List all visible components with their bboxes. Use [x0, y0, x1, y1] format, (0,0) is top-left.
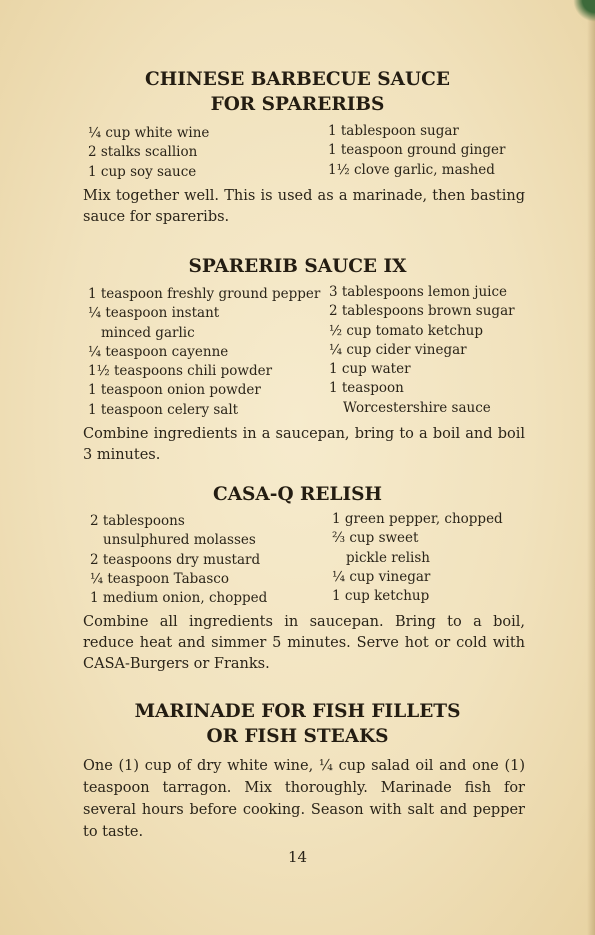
ingredient-line: ¼ teaspoon cayenne [88, 343, 229, 360]
ingredient-line: unsulphured molasses [103, 532, 256, 549]
ingredient-line: 2 stalks scallion [88, 144, 198, 161]
ingredient-line: ½ cup tomato ketchup [329, 322, 483, 339]
ingredient-line: ¼ cup cider vinegar [329, 341, 467, 358]
recipe-title-marinade-fish: MARINADE FOR FISH FILLETS OR FISH STEAKS [134, 701, 461, 747]
ingredient-line: pickle relish [346, 549, 430, 566]
ingredient-line: 1 teaspoon celery salt [88, 401, 239, 418]
ingredient-line: 1 green pepper, chopped [332, 511, 503, 527]
ingredient-line: 1 teaspoon ground ginger [328, 142, 506, 159]
recipe-title-chinese-barbecue-sauce: CHINESE BARBECUE SAUCE FOR SPARERIBS [145, 69, 450, 115]
ingredient-line: 1 teaspoon onion powder [88, 382, 261, 399]
ingredients-right-casa-q [332, 510, 503, 606]
ingredient-line: 1 cup water [329, 361, 411, 378]
directions-sparerib: Combine ingredients in a saucepan, bring to a boil and boil 3 minutes. [83, 426, 525, 463]
page-number: 14 [287, 848, 308, 866]
ingredient-line: 1½ clove garlic, mashed [328, 161, 495, 178]
ingredient-line: Worcestershire sauce [343, 399, 491, 416]
ingredient-line: 1 teaspoon [329, 380, 404, 397]
ingredient-line: ¼ cup white wine [88, 125, 210, 141]
ingredient-line: 1½ teaspoons chili powder [88, 363, 273, 380]
ingredients-left-sparerib [88, 285, 320, 420]
directions-marinade-fish: One (1) cup of dry white wine, ¼ cup salad oil and one (1) teaspoon tarragon. Mix thoroughly. Marinade fish for several hours before cooking. Season with salt and pepper to taste. [83, 758, 525, 840]
directions-chinese-barbecue: Mix together well. This is used as a marinade, then basting sauce for spareribs. [83, 188, 525, 225]
ingredients-left-casa-q [90, 512, 267, 608]
ingredient-line: 1 medium onion, chopped [90, 590, 268, 607]
ingredient-line: 3 tablespoons lemon juice [329, 284, 508, 300]
ingredient-line: 2 tablespoons [90, 513, 185, 529]
ingredient-line: 1 cup soy sauce [88, 163, 197, 180]
ingredient-line: minced garlic [101, 324, 195, 341]
ingredients-left-chinese-barbecue [88, 124, 209, 182]
ingredient-line: 1 cup ketchup [332, 588, 430, 605]
ingredients-right-chinese-barbecue [328, 122, 505, 180]
recipe-title-sparerib-sauce-ix: SPARERIB SAUCE IX [188, 256, 407, 277]
ingredient-line: 1 tablespoon sugar [328, 123, 459, 139]
page-edge-shadow [587, 0, 595, 935]
ingredient-line: 2 teaspoons dry mustard [90, 551, 261, 568]
page-corner-mark [573, 0, 595, 22]
recipe-title-casa-q-relish: CASA-Q RELISH [212, 484, 382, 505]
ingredient-line: 1 teaspoon freshly ground pepper [88, 286, 321, 302]
ingredient-line: ¼ cup vinegar [332, 568, 431, 585]
ingredients-right-sparerib [329, 283, 515, 418]
ingredient-line: ⅔ cup sweet [332, 530, 419, 547]
ingredient-line: 2 tablespoons brown sugar [329, 303, 515, 320]
ingredient-line: ¼ teaspoon Tabasco [90, 570, 229, 587]
ingredient-line: ¼ teaspoon instant [88, 305, 220, 322]
directions-casa-q: Combine all ingredients in saucepan. Bring to a boil, reduce heat and simmer 5 minutes. Serve hot or cold with CASA-Burgers or Franks. [83, 614, 525, 672]
